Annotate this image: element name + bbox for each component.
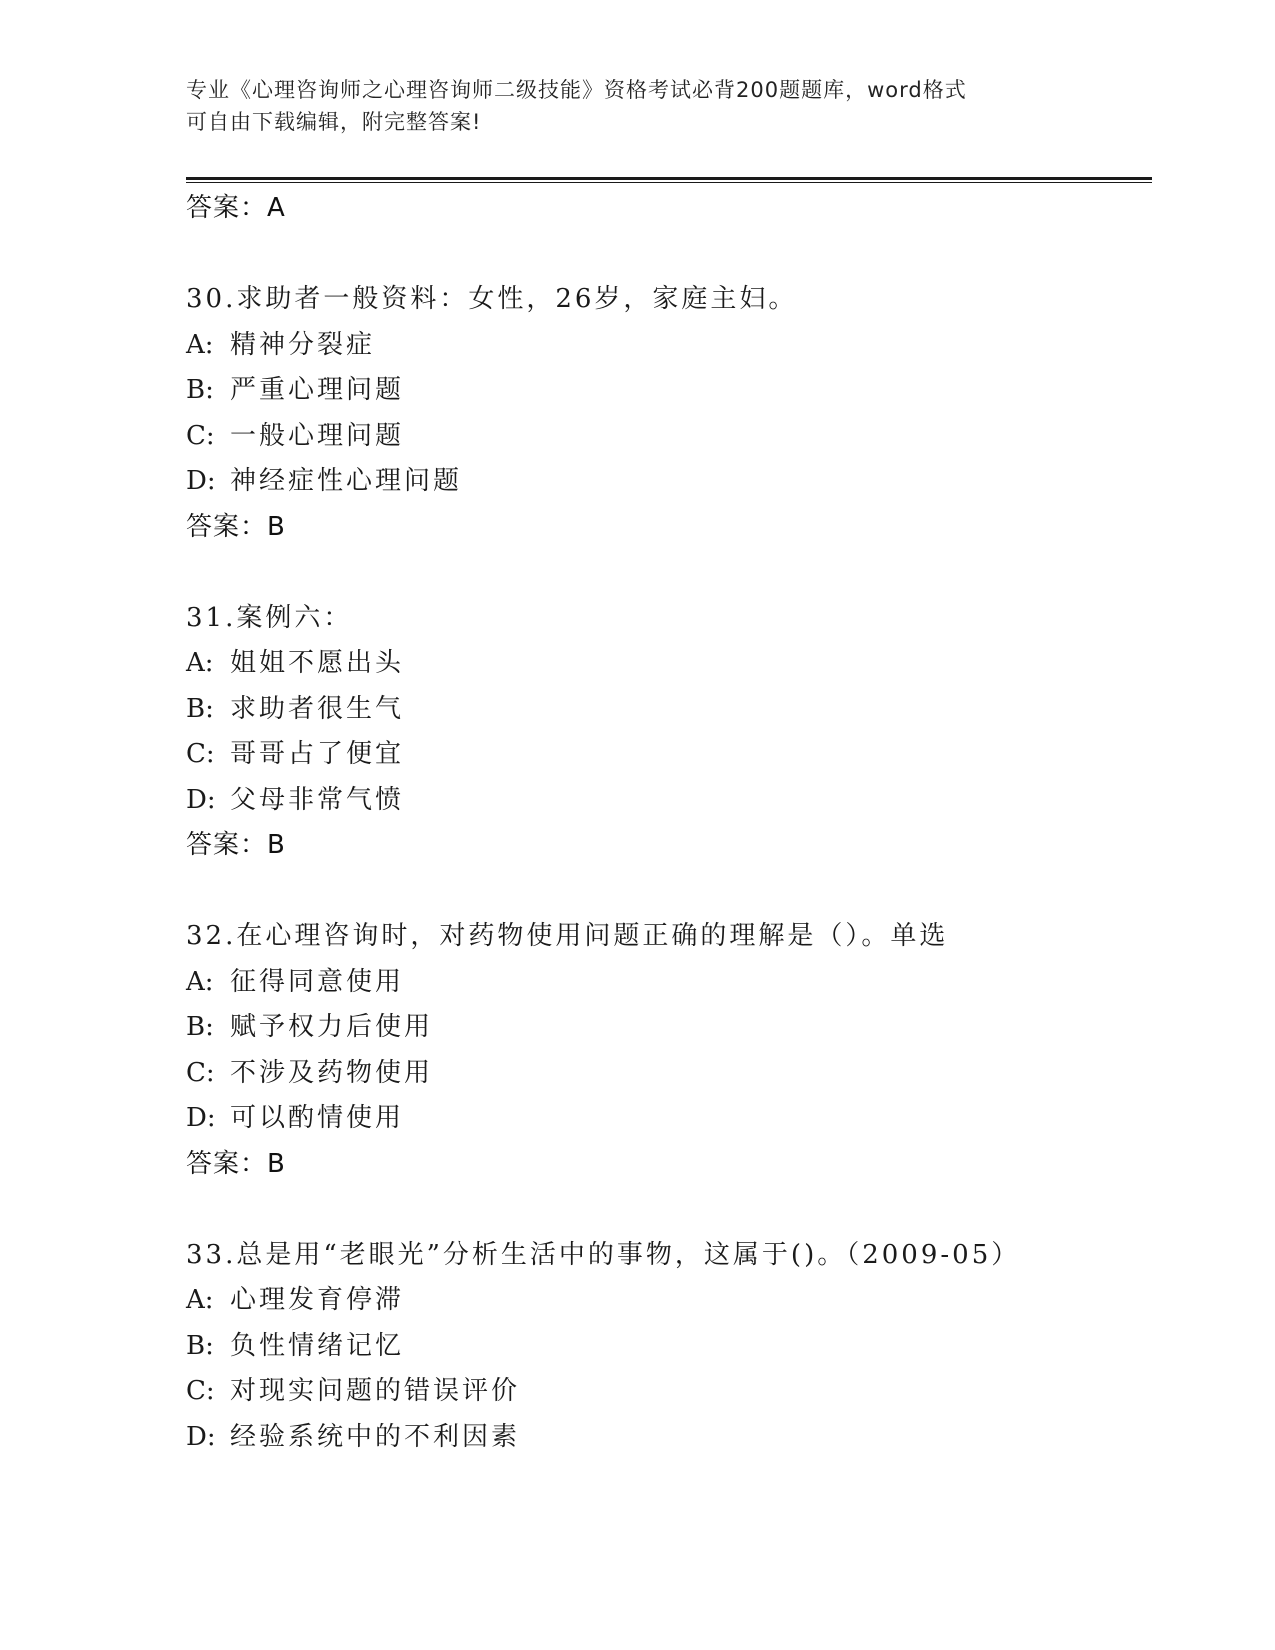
spacer (186, 232, 1152, 278)
option-c (186, 1051, 1152, 1097)
option-letter: B: (186, 1330, 214, 1361)
option-letter: D: (186, 784, 216, 815)
answer-line: 答案：B (186, 830, 286, 860)
option-text: 姐姐不愿出头 (230, 648, 405, 678)
option-c (186, 732, 1152, 778)
answer-line-29: 答案：A (186, 193, 286, 223)
header-divider-thick (186, 177, 1152, 180)
option-letter: C: (186, 1376, 215, 1406)
option-letter: D: (186, 466, 216, 496)
option-a (186, 960, 1152, 1006)
option-b (186, 368, 1152, 414)
option-letter: A: (186, 648, 214, 678)
option-letter: C: (186, 739, 215, 769)
question-33 (186, 1233, 1152, 1461)
option-text: 哥哥占了便宜 (230, 739, 405, 769)
option-text: 不涉及药物使用 (230, 1057, 434, 1088)
spacer (186, 550, 1152, 596)
option-letter: B: (186, 1012, 214, 1042)
header-title-line-1: 专业《心理咨询师之心理咨询师二级技能》资格考试必背200题题库，word格式 (186, 78, 967, 102)
answer-line: 答案：B (186, 1148, 286, 1179)
option-letter: A: (186, 329, 214, 360)
option-c (186, 1369, 1152, 1415)
question-stem: 31.案例六： (186, 602, 353, 633)
answer-line: 答案：B (186, 511, 286, 542)
option-letter: B: (186, 693, 214, 724)
option-letter: D: (186, 1103, 216, 1133)
option-letter: A: (186, 966, 214, 997)
option-c (186, 414, 1152, 460)
option-text: 征得同意使用 (230, 966, 405, 997)
option-text: 心理发育停滞 (230, 1285, 405, 1315)
option-text: 赋予权力后使用 (230, 1012, 434, 1042)
option-text: 严重心理问题 (230, 375, 405, 405)
option-text: 一般心理问题 (230, 420, 405, 451)
option-b (186, 1005, 1152, 1051)
question-30 (186, 277, 1152, 550)
question-stem: 30.求助者一般资料：女性，26岁，家庭主妇。 (186, 284, 798, 314)
option-d (186, 1096, 1152, 1142)
header-title-line-2: 可自由下载编辑，附完整答案! (186, 110, 482, 134)
spacer (186, 1187, 1152, 1233)
question-31 (186, 596, 1152, 869)
option-letter: C: (186, 1057, 215, 1088)
option-text: 父母非常气愤 (230, 784, 405, 815)
option-d (186, 778, 1152, 824)
option-letter: A: (186, 1285, 214, 1315)
option-text: 对现实问题的错误评价 (230, 1376, 521, 1406)
option-d (186, 459, 1152, 505)
option-b (186, 1324, 1152, 1370)
option-text: 可以酌情使用 (230, 1103, 405, 1133)
document-header (186, 74, 1066, 138)
option-b (186, 687, 1152, 733)
spacer (186, 869, 1152, 915)
option-text: 负性情绪记忆 (230, 1330, 405, 1361)
option-d (186, 1415, 1152, 1461)
question-list (186, 186, 1152, 1460)
option-a (186, 1278, 1152, 1324)
question-stem: 33.总是用“老眼光”分析生活中的事物，这属于()。（2009-05） (186, 1239, 1021, 1270)
header-divider-thin (186, 182, 1152, 183)
question-stem: 32.在心理咨询时，对药物使用问题正确的理解是（）。单选 (186, 921, 949, 951)
option-letter: D: (186, 1421, 216, 1452)
option-text: 神经症性心理问题 (230, 466, 463, 496)
option-a (186, 641, 1152, 687)
option-letter: C: (186, 420, 215, 451)
option-letter: B: (186, 375, 214, 405)
question-32 (186, 914, 1152, 1187)
option-text: 精神分裂症 (230, 329, 376, 360)
option-text: 经验系统中的不利因素 (230, 1421, 521, 1452)
option-a (186, 323, 1152, 369)
option-text: 求助者很生气 (230, 693, 405, 724)
